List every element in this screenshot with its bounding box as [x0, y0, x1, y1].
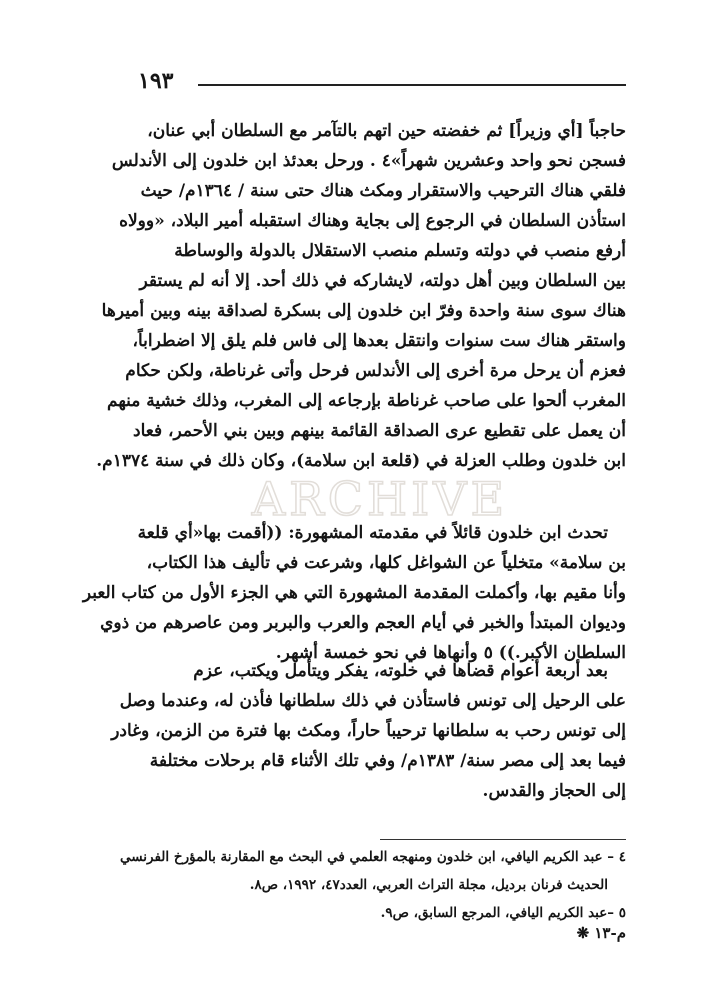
- paragraph-1: [96, 116, 626, 476]
- text-line: على الرحيل إلى تونس فاستأذن في ذلك سلطانها فأذن له، وعندما وصل: [119, 691, 626, 711]
- text-line: فعزم أن يرحل مرة أخرى إلى الأندلس فرحل وأتى غرناطة، ولكن حكام: [125, 361, 626, 381]
- text-line: أن يعمل على تقطيع عرى الصداقة القائمة بينهم وبين بني الأحمر، فعاد: [133, 421, 626, 441]
- text-line: حاجباً [أي وزيراً] ثم خفضته حين اتهم بالتآمر مع السلطان أبي عنان،: [147, 121, 626, 141]
- text-line: فسجن نحو واحد وعشرين شهراً»٤ . ورحل بعدئذ ابن خلدون إلى الأندلس: [111, 151, 626, 171]
- footnote-4-continued: الحديث فرنان برديل، مجلة التراث العربي، العدد٤٧، ١٩٩٢، ص٨.: [249, 877, 608, 893]
- text-line: ابن خلدون وطلب العزلة في (قلعة ابن سلامة)، وكان ذلك في سنة ١٣٧٤م.: [96, 451, 626, 471]
- text-line: تحدث ابن خلدون قائلاً في مقدمته المشهورة: ((أقمت بها«أي قلعة: [137, 523, 608, 543]
- text-line: هناك سوى سنة واحدة وفرّ ابن خلدون إلى بسكرة لصداقة بينه وبين أميرها: [101, 301, 626, 321]
- text-line: وديوان المبتدأ والخبر في أيام العجم والعرب والبربر ومن عاصرهم من ذوي: [100, 613, 626, 633]
- text-line: إلى تونس رحب به سلطانها ترحيباً حاراً، ومكث بها فترة من الزمن، وغادر: [111, 721, 626, 741]
- text-line: بن سلامة» متخلياً عن الشواغل كلها، وشرعت في تأليف هذا الكتاب،: [146, 553, 626, 573]
- text-line: بعد أربعة أعوام قضاها في خلوته، يفكر ويتأمل ويكتب، عزم: [193, 661, 608, 681]
- text-line: إلى الحجاز والقدس.: [482, 781, 626, 801]
- signature-mark: م-١٣ ❋: [576, 924, 626, 942]
- svg-text:ARCHIVE: ARCHIVE: [251, 472, 509, 526]
- text-line: فيما بعد إلى مصر سنة/ ١٣٨٣م/ وفي تلك الأثناء قام برحلات مختلفة: [149, 751, 626, 771]
- text-line: وأنا مقيم بها، وأكملت المقدمة المشهورة التي هي الجزء الأول من كتاب العبر: [82, 583, 626, 603]
- footnotes: [118, 843, 626, 927]
- footnote-5: ٥ –عبد الكريم اليافي، المرجع السابق، ص٩.: [380, 905, 626, 921]
- page-number: ١٩٣: [138, 68, 174, 94]
- text-line: أرفع منصب في دولته وتسلم منصب الاستقلال بالدولة والوساطة: [174, 241, 626, 261]
- text-line: استأذن السلطان في الرجوع إلى بجاية وهناك استقبله أمير البلاد، «وولاه: [119, 211, 626, 231]
- header-rule: [198, 84, 626, 86]
- text-line: بين السلطان وبين أهل دولته، لايشاركه في ذلك أحد. إلا أنه لم يستقر: [139, 271, 626, 291]
- text-line: واستقر هناك ست سنوات وانتقل بعدها إلى فاس فلم يلق إلا اضطراباً،: [132, 331, 626, 351]
- text-line: المغرب ألحوا على صاحب غرناطة بإرجاعه إلى المغرب، وذلك خشية منهم: [107, 391, 626, 411]
- text-line: السلطان الأكبر.)) ٥ وأنهاها في نحو خمسة أشهر.: [275, 643, 626, 663]
- footnote-rule: [380, 839, 626, 840]
- text-line: فلقي هناك الترحيب والاستقرار ومكث هناك حتى سنة / ١٣٦٤م/ حيث: [140, 181, 626, 201]
- paragraph-2: [82, 518, 626, 668]
- footnote-4: ٤ – عبد الكريم اليافي، ابن خلدون ومنهجه العلمي في البحث مع المقارنة بالمؤرخ الفرنسي: [119, 849, 626, 865]
- paragraph-3: [111, 656, 626, 806]
